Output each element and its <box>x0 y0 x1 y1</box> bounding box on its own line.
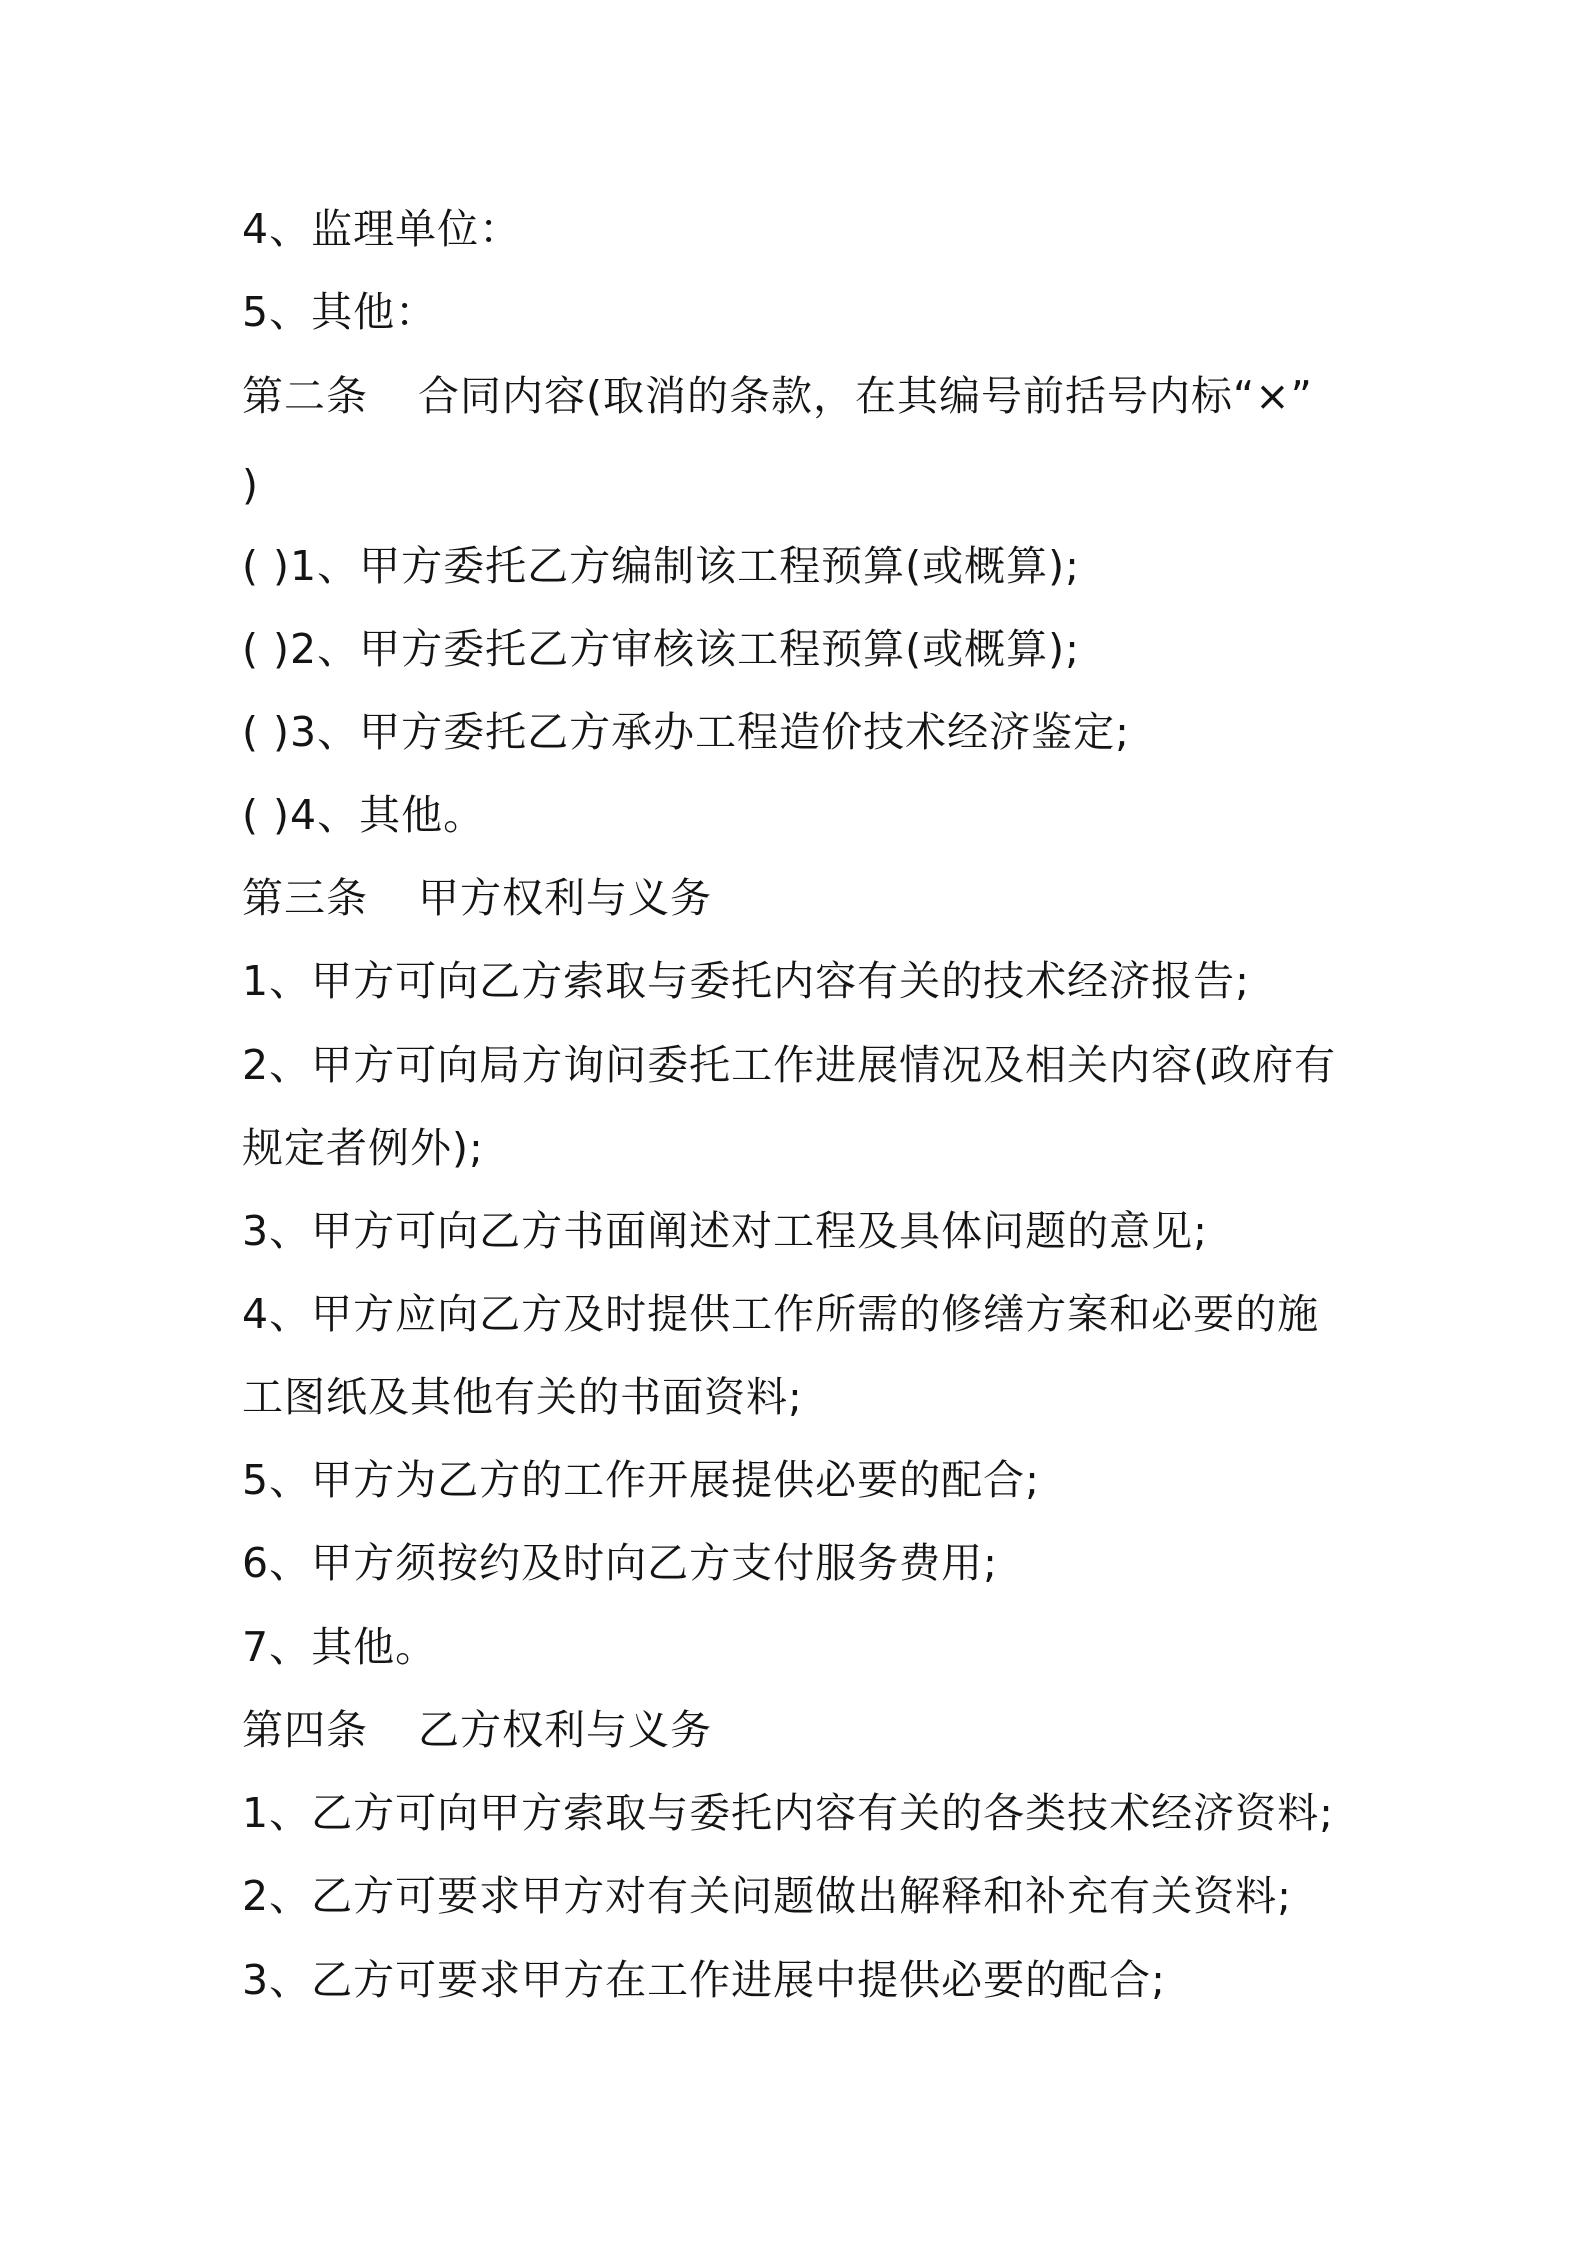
list-item: ( )2、甲方委托乙方审核该工程预算(或概算); <box>242 625 1080 673</box>
text-line: 工图纸及其他有关的书面资料; <box>242 1373 803 1421</box>
list-item: 2、乙方可要求甲方对有关问题做出解释和补充有关资料; <box>242 1872 1292 1920</box>
list-item: 3、甲方可向乙方书面阐述对工程及具体问题的意见; <box>242 1207 1208 1255</box>
list-item: ( )1、甲方委托乙方编制该工程预算(或概算); <box>242 542 1080 590</box>
list-item: 2、甲方可向局方询问委托工作进展情况及相关内容(政府有 <box>242 1041 1337 1089</box>
text-line: 规定者例外); <box>242 1124 484 1172</box>
text-line: 4、监理单位： <box>242 205 522 253</box>
article-number: 第三条 <box>242 874 368 922</box>
list-item: ( )3、甲方委托乙方承办工程造价技术经济鉴定; <box>242 708 1130 756</box>
text-line: 5、其他： <box>242 288 438 336</box>
article-heading <box>242 366 1362 426</box>
article-number: 第二条 <box>242 372 368 420</box>
article-title: 合同内容(取消的条款，在其编号前括号内标“×” <box>418 372 1313 420</box>
list-item: 1、甲方可向乙方索取与委托内容有关的技术经济报告; <box>242 957 1250 1005</box>
list-item: 4、甲方应向乙方及时提供工作所需的修缮方案和必要的施 <box>242 1290 1320 1338</box>
article-number: 第四条 <box>242 1706 368 1754</box>
list-item: 3、乙方可要求甲方在工作进展中提供必要的配合; <box>242 1956 1166 2004</box>
article-heading <box>242 868 1362 928</box>
list-item: ( )4、其他。 <box>242 791 486 839</box>
article-heading <box>242 1700 1362 1760</box>
article-title: 甲方权利与义务 <box>418 874 712 922</box>
list-item: 1、乙方可向甲方索取与委托内容有关的各类技术经济资料; <box>242 1789 1334 1837</box>
text-line: ) <box>242 461 259 509</box>
list-item: 7、其他。 <box>242 1623 438 1671</box>
list-item: 6、甲方须按约及时向乙方支付服务费用; <box>242 1539 998 1587</box>
article-title: 乙方权利与义务 <box>418 1706 712 1754</box>
list-item: 5、甲方为乙方的工作开展提供必要的配合; <box>242 1456 1040 1504</box>
